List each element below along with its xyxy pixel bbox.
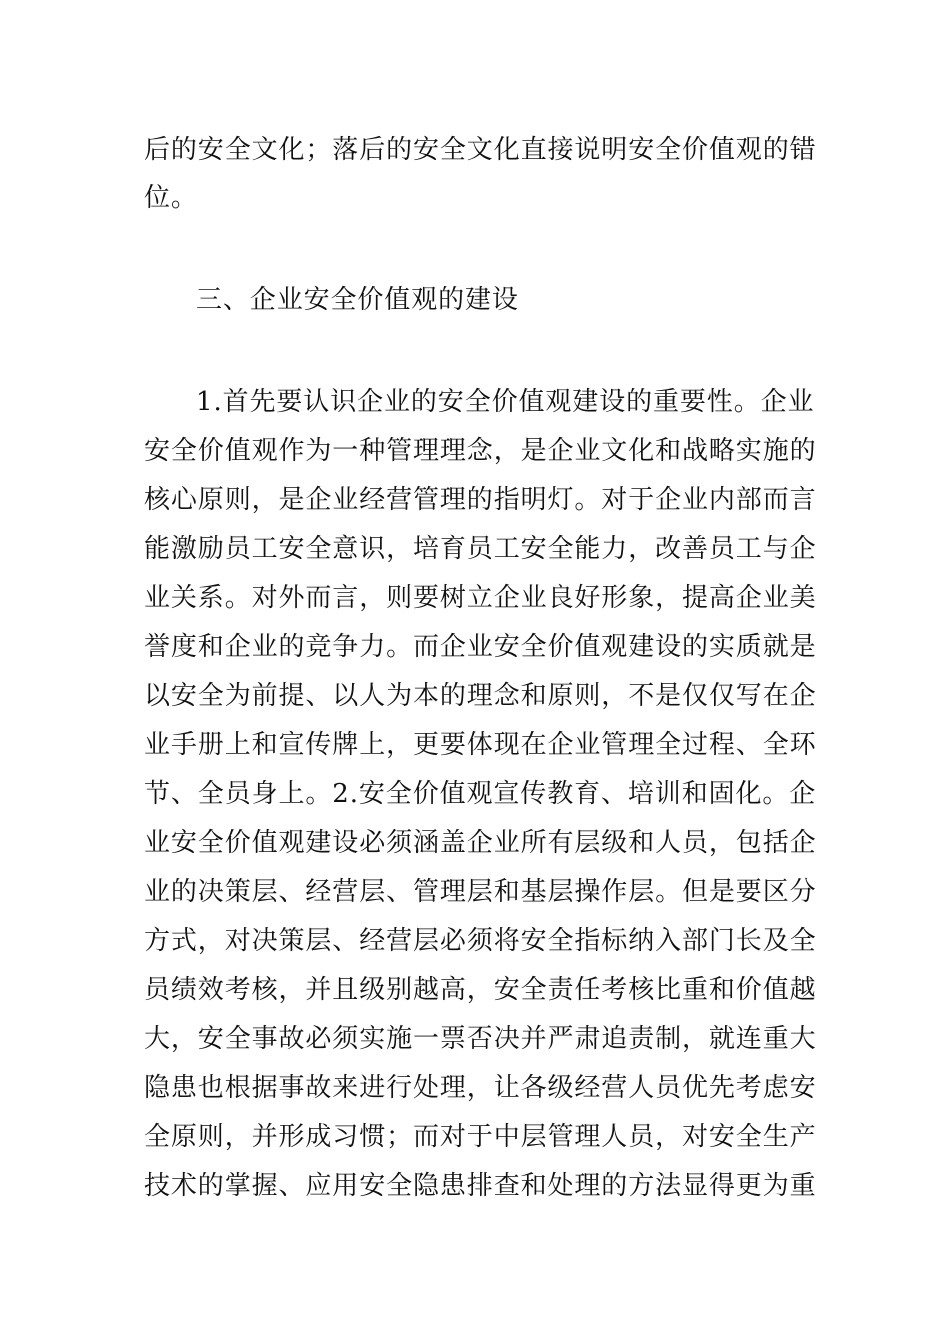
paragraph-line: 节、全员身上。2.安全价值观宣传教育、培训和固化。企 <box>144 779 817 809</box>
paragraph-line: 全原则，并形成习惯；而对于中层管理人员，对安全生产 <box>144 1122 817 1152</box>
paragraph-line: 安全价值观作为一种管理理念，是企业文化和战略实施的 <box>144 436 817 466</box>
paragraph-line: 能激励员工安全意识，培育员工安全能力，改善员工与企 <box>144 534 817 564</box>
paragraph-line: 技术的掌握、应用安全隐患排查和处理的方法显得更为重 <box>144 1171 817 1201</box>
paragraph-line: 业关系。对外而言，则要树立企业良好形象，提高企业美 <box>144 583 817 613</box>
paragraph-line: 业手册上和宣传牌上，更要体现在企业管理全过程、全环 <box>144 730 817 760</box>
paragraph-line: 位。 <box>144 183 198 213</box>
paragraph-line: 核心原则，是企业经营管理的指明灯。对于企业内部而言 <box>144 485 817 515</box>
paragraph-line: 1.首先要认识企业的安全价值观建设的重要性。企业 <box>196 387 815 417</box>
paragraph-line: 后的安全文化；落后的安全文化直接说明安全价值观的错 <box>144 135 817 165</box>
section-heading: 三、企业安全价值观的建设 <box>196 285 519 315</box>
paragraph-line: 大，安全事故必须实施一票否决并严肃追责制，就连重大 <box>144 1024 817 1054</box>
paragraph-line: 业的决策层、经营层、管理层和基层操作层。但是要区分 <box>144 877 817 907</box>
paragraph-line: 隐患也根据事故来进行处理，让各级经营人员优先考虑安 <box>144 1073 817 1103</box>
paragraph-line: 誉度和企业的竞争力。而企业安全价值观建设的实质就是 <box>144 632 817 662</box>
paragraph-line: 以安全为前提、以人为本的理念和原则，不是仅仅写在企 <box>144 681 817 711</box>
paragraph-line: 业安全价值观建设必须涵盖企业所有层级和人员，包括企 <box>144 828 817 858</box>
paragraph-line: 方式，对决策层、经营层必须将安全指标纳入部门长及全 <box>144 926 817 956</box>
paragraph-line: 员绩效考核，并且级别越高，安全责任考核比重和价值越 <box>144 975 817 1005</box>
